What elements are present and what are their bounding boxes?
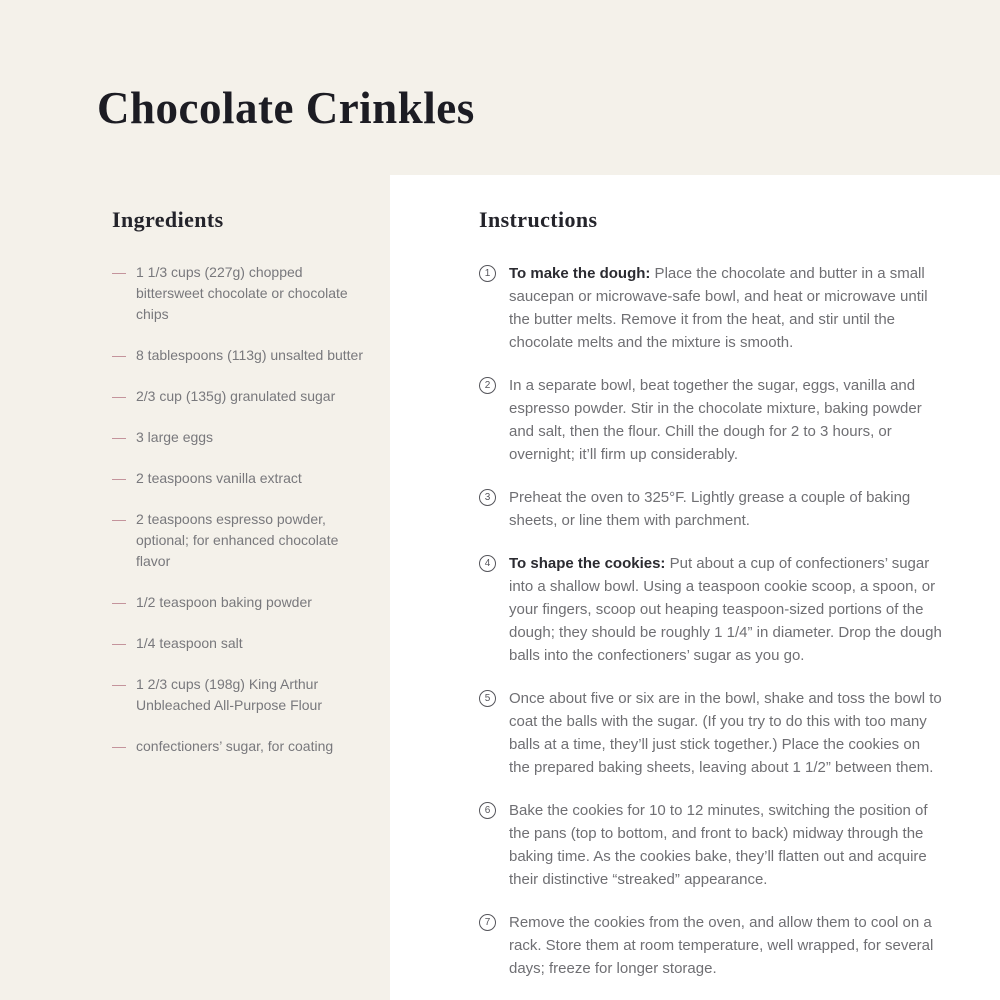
ingredient-item	[112, 345, 364, 366]
ingredient-item	[112, 386, 364, 407]
ingredient-text: 3 large eggs	[136, 429, 214, 445]
ingredient-text: 1/2 teaspoon baking powder	[136, 594, 312, 610]
ingredient-item	[112, 736, 364, 757]
instructions-section	[479, 207, 947, 1000]
step-body: Preheat the oven to 325°F. Lightly grease a couple of baking sheets, or line them with parchment.	[509, 489, 911, 529]
ingredients-heading: Ingredients	[112, 207, 224, 232]
step-text	[509, 552, 942, 667]
ingredient-text: 2/3 cup (135g) granulated sugar	[136, 388, 336, 404]
ingredient-item	[112, 633, 364, 654]
dash-bullet-icon: —	[112, 347, 126, 363]
dash-bullet-icon: —	[112, 470, 126, 486]
instruction-step	[479, 911, 947, 980]
step-body: Place the chocolate and butter in a small saucepan or microwave-safe bowl, and heat or microwave until the butter melts. Remove it from the heat, and stir until the chocolate melts and the mixture is smooth.	[509, 265, 928, 351]
dash-bullet-icon: —	[112, 264, 126, 280]
dash-bullet-icon: —	[112, 511, 126, 527]
step-number-badge: 1	[479, 265, 496, 282]
ingredients-section	[112, 207, 364, 777]
dash-bullet-icon: —	[112, 635, 126, 651]
dash-bullet-icon: —	[112, 738, 126, 754]
ingredient-text: 1 2/3 cups (198g) King Arthur Unbleached All-Purpose Flour	[136, 676, 322, 713]
step-text	[509, 486, 942, 532]
instruction-step	[479, 486, 947, 532]
ingredient-item	[112, 592, 364, 613]
ingredient-item	[112, 674, 364, 716]
step-body: Put about a cup of confectioners’ sugar into a shallow bowl. Using a teaspoon cookie scoop, a spoon, or your fingers, scoop out heaping teaspoon-sized portions of the dough; they should be roughly 1 1/4” in diameter. Drop the dough balls into the confectioners’ sugar as you go.	[509, 555, 942, 664]
instruction-step	[479, 262, 947, 354]
dash-bullet-icon: —	[112, 676, 126, 692]
instruction-step	[479, 374, 947, 466]
step-body: Bake the cookies for 10 to 12 minutes, switching the position of the pans (top to bottom, and front to back) midway through the baking time. As the cookies bake, they’ll flatten out and acquire their distinctive “streaked” appearance.	[509, 802, 928, 888]
ingredient-text: confectioners’ sugar, for coating	[136, 738, 334, 754]
dash-bullet-icon: —	[112, 388, 126, 404]
step-number-badge: 2	[479, 377, 496, 394]
step-body: Remove the cookies from the oven, and allow them to cool on a rack. Store them at room temperature, well wrapped, for several days; freeze for longer storage.	[509, 914, 934, 977]
step-lead: To make the dough:	[509, 265, 651, 282]
step-number-badge: 3	[479, 489, 496, 506]
step-number-badge: 6	[479, 802, 496, 819]
instruction-step	[479, 687, 947, 779]
dash-bullet-icon: —	[112, 594, 126, 610]
step-number-badge: 7	[479, 914, 496, 931]
ingredient-item	[112, 427, 364, 448]
ingredient-text: 8 tablespoons (113g) unsalted butter	[136, 347, 364, 363]
instruction-step	[479, 552, 947, 667]
step-number-badge: 5	[479, 690, 496, 707]
ingredient-text: 1 1/3 cups (227g) chopped bittersweet chocolate or chocolate chips	[136, 264, 348, 322]
ingredient-item	[112, 509, 364, 572]
step-text	[509, 374, 942, 466]
step-text	[509, 687, 942, 779]
step-body: Once about five or six are in the bowl, shake and toss the bowl to coat the balls with the sugar. (If you try to do this with too many balls at a time, they’ll just stick together.) Place the cookies on the prepared baking sheets, leaving about 1 1/2” between them.	[509, 690, 942, 776]
step-number-badge: 4	[479, 555, 496, 572]
instructions-heading: Instructions	[479, 207, 598, 232]
page-title: Chocolate Crinkles	[97, 83, 475, 133]
step-lead: To shape the cookies:	[509, 555, 666, 572]
step-body: In a separate bowl, beat together the sugar, eggs, vanilla and espresso powder. Stir in the chocolate mixture, baking powder and salt, then the flour. Chill the dough for 2 to 3 hours, or overnight; it’ll firm up considerably.	[509, 377, 922, 463]
ingredient-text: 1/4 teaspoon salt	[136, 635, 243, 651]
ingredient-item	[112, 468, 364, 489]
step-text	[509, 799, 942, 891]
ingredient-text: 2 teaspoons vanilla extract	[136, 470, 302, 486]
dash-bullet-icon: —	[112, 429, 126, 445]
step-text	[509, 911, 942, 980]
ingredient-text: 2 teaspoons espresso powder, optional; for enhanced chocolate flavor	[136, 511, 339, 569]
instruction-step	[479, 799, 947, 891]
step-text	[509, 262, 942, 354]
ingredient-item	[112, 262, 364, 325]
